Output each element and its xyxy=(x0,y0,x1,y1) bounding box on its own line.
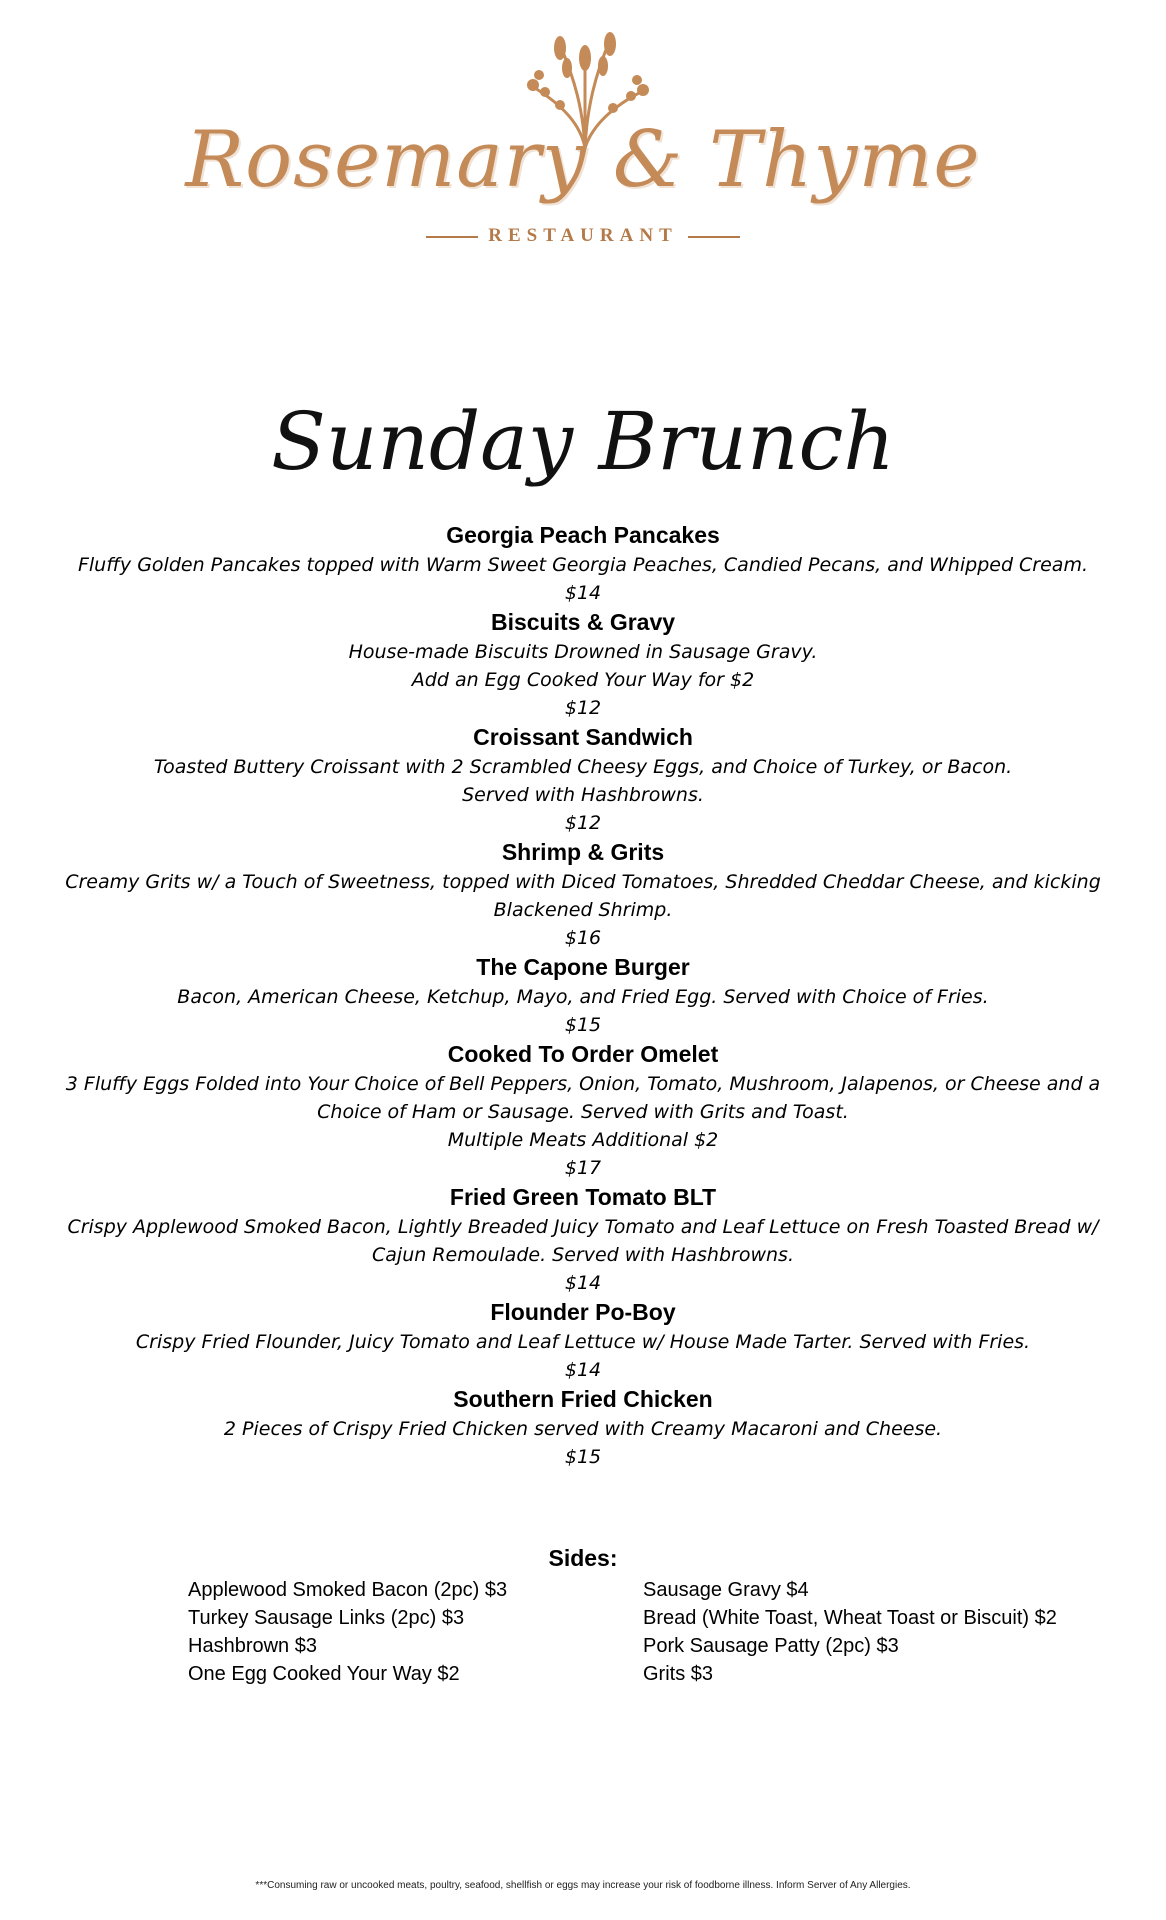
menu-item-description: Add an Egg Cooked Your Way for $2 xyxy=(411,669,755,691)
menu-item xyxy=(60,1297,1106,1384)
menu-item-description: 2 Pieces of Crispy Fried Chicken served with Creamy Macaroni and Cheese. xyxy=(223,1418,943,1440)
restaurant-logo xyxy=(0,20,1166,260)
subtitle-text: RESTAURANT xyxy=(488,225,678,246)
menu-item-description: 3 Fluffy Eggs Folded into Your Choice of Bell Peppers, Onion, Tomato, Mushroom, Jalapenos, or Cheese and a xyxy=(65,1073,1101,1095)
menu-item xyxy=(60,952,1106,1039)
restaurant-subtitle xyxy=(0,225,1166,247)
menu-item-price: $17 xyxy=(564,1157,602,1179)
menu-list xyxy=(60,520,1106,1471)
menu-item-name: Georgia Peach Pancakes xyxy=(446,522,720,548)
menu-item xyxy=(60,837,1106,952)
menu-item-name: The Capone Burger xyxy=(476,954,690,980)
side-item: Applewood Smoked Bacon (2pc) $3 xyxy=(188,1579,508,1601)
menu-item-price: $14 xyxy=(564,1272,602,1294)
menu-item xyxy=(60,722,1106,837)
side-item: Bread (White Toast, Wheat Toast or Biscuit) $2 xyxy=(643,1607,1057,1629)
menu-item xyxy=(60,607,1106,722)
page-title: Sunday Brunch xyxy=(271,395,895,488)
menu-item-name: Biscuits & Gravy xyxy=(490,609,676,635)
menu-item-name: Cooked To Order Omelet xyxy=(447,1041,719,1067)
menu-item-description: Crispy Fried Flounder, Juicy Tomato and Leaf Lettuce w/ House Made Tarter. Served with Fries. xyxy=(135,1331,1031,1353)
menu-item xyxy=(60,520,1106,607)
side-item: Sausage Gravy $4 xyxy=(643,1579,809,1601)
allergy-disclaimer: ***Consuming raw or uncooked meats, poultry, seafood, shellfish or eggs may increase your risk of foodborne illness. Inform Server of Any Allergies. xyxy=(255,1880,911,1891)
divider xyxy=(426,236,478,238)
menu-item-price: $12 xyxy=(564,812,602,834)
menu-item-name: Shrimp & Grits xyxy=(501,839,665,865)
menu-item-name: Southern Fried Chicken xyxy=(453,1386,713,1412)
menu-item-name: Flounder Po-Boy xyxy=(490,1299,676,1325)
menu-item-description: Blackened Shrimp. xyxy=(493,899,673,921)
menu-item-price: $14 xyxy=(564,582,602,604)
side-item: Hashbrown $3 xyxy=(188,1635,317,1657)
menu-item-description: Creamy Grits w/ a Touch of Sweetness, topped with Diced Tomatoes, Shredded Cheddar Cheese, and kicking xyxy=(65,871,1101,893)
sides-right-column xyxy=(643,1576,1057,1688)
restaurant-name: Rosemary & Thyme xyxy=(185,115,981,205)
menu-item-description: Fluffy Golden Pancakes topped with Warm Sweet Georgia Peaches, Candied Pecans, and Whipped Cream. xyxy=(77,554,1089,576)
side-item: Turkey Sausage Links (2pc) $3 xyxy=(188,1607,465,1629)
menu-item-price: $12 xyxy=(564,697,602,719)
menu-item-description: Cajun Remoulade. Served with Hashbrowns. xyxy=(372,1244,794,1266)
menu-item xyxy=(60,1182,1106,1297)
side-item: Grits $3 xyxy=(643,1663,714,1685)
sides-title: Sides: xyxy=(548,1545,618,1571)
sides-left-column xyxy=(188,1576,507,1688)
menu-item-description: Bacon, American Cheese, Ketchup, Mayo, and Fried Egg. Served with Choice of Fries. xyxy=(177,986,989,1008)
side-item: One Egg Cooked Your Way $2 xyxy=(188,1663,460,1685)
menu-item-name: Fried Green Tomato BLT xyxy=(449,1184,717,1210)
menu-item-description: Crispy Applewood Smoked Bacon, Lightly Breaded Juicy Tomato and Leaf Lettuce on Fresh Toasted Bread w/ xyxy=(67,1216,1099,1238)
menu-item-price: $15 xyxy=(564,1014,602,1036)
divider xyxy=(688,236,740,238)
menu-item-description: Served with Hashbrowns. xyxy=(462,784,704,806)
menu-item xyxy=(60,1384,1106,1471)
side-item: Pork Sausage Patty (2pc) $3 xyxy=(643,1635,899,1657)
menu-item-description: House-made Biscuits Drowned in Sausage Gravy. xyxy=(348,641,818,663)
menu-item-description: Toasted Buttery Croissant with 2 Scrambled Cheesy Eggs, and Choice of Turkey, or Bacon. xyxy=(153,756,1013,778)
menu-item-description: Multiple Meats Additional $2 xyxy=(447,1129,719,1151)
menu-item-price: $15 xyxy=(564,1446,602,1468)
menu-item-description: Choice of Ham or Sausage. Served with Grits and Toast. xyxy=(317,1101,849,1123)
menu-item-price: $14 xyxy=(564,1359,602,1381)
menu-item xyxy=(60,1039,1106,1182)
menu-item-price: $16 xyxy=(564,927,602,949)
menu-item-name: Croissant Sandwich xyxy=(473,724,693,750)
